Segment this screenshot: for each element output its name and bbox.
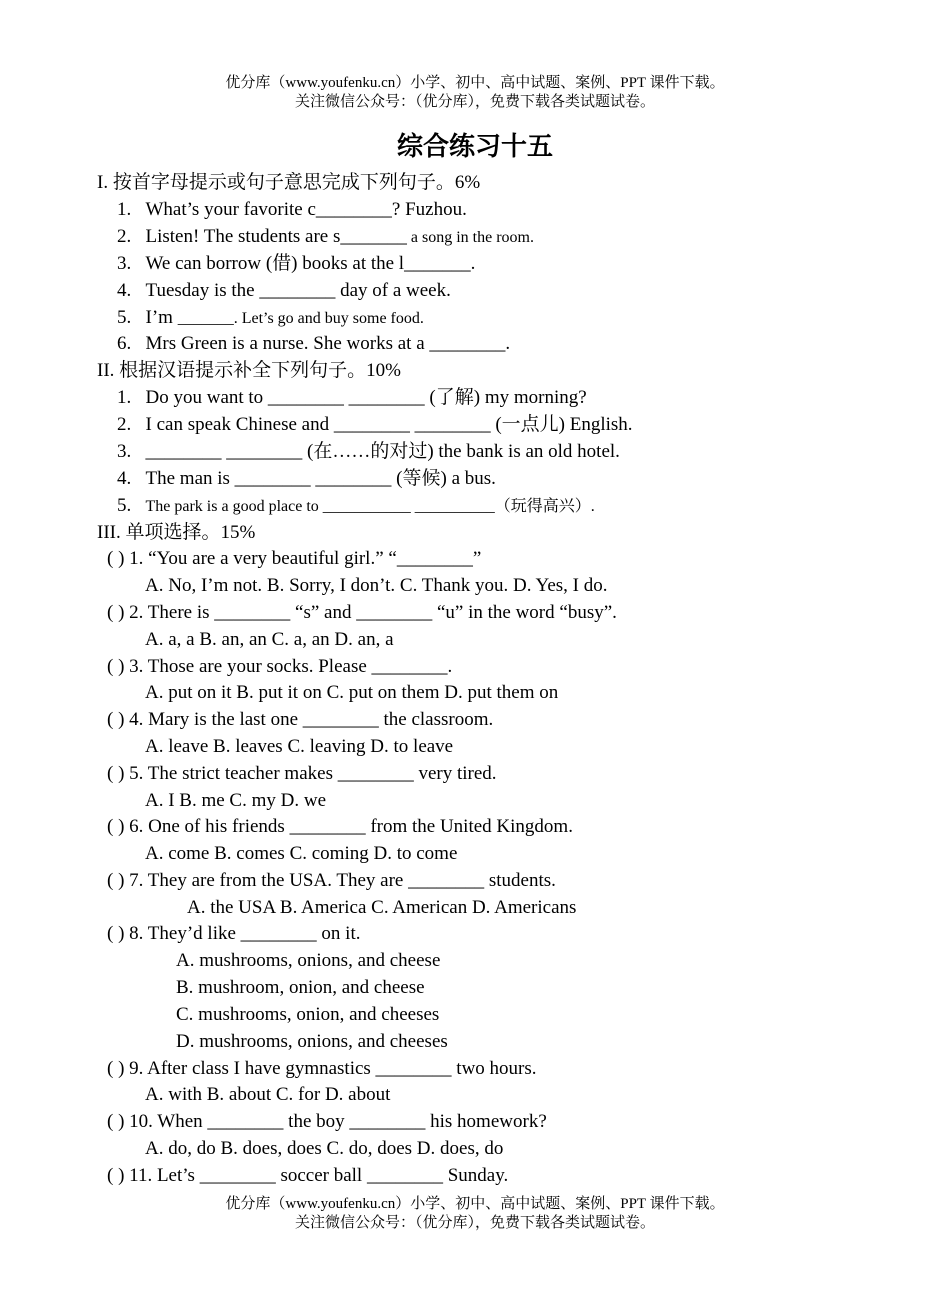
item-text: Tuesday is the ________ day of a week. — [145, 280, 451, 301]
s2-item-1 — [117, 386, 587, 410]
item-text: What’s your favorite c________? Fuzhou. — [145, 199, 467, 220]
s1-item-5 — [117, 306, 424, 331]
section-1-heading: I. 按首字母提示或句子意思完成下列句子。6% — [97, 172, 481, 193]
item-number: 1. — [117, 199, 132, 220]
q6-options: A. come B. comes C. coming D. to come — [145, 843, 458, 864]
item-number: 6. — [117, 333, 132, 354]
section-3-heading: III. 单项选择。15% — [97, 522, 256, 543]
item-small-text: a song in the room. — [406, 229, 534, 246]
s1-item-2 — [117, 225, 534, 250]
q5-options: A. I B. me C. my D. we — [145, 790, 327, 811]
q10-options: A. do, do B. does, does C. do, does D. does, do — [145, 1138, 504, 1159]
item-number: 3. — [117, 253, 132, 274]
q8-option-a: A. mushrooms, onions, and cheese — [176, 950, 441, 971]
item-small-text: The park is a good place to ___________ __________（玩得高兴）. — [145, 498, 595, 515]
item-number: 1. — [117, 387, 132, 408]
item-text: Mrs Green is a nurse. She works at a ________. — [145, 333, 511, 354]
header-line-1: 优分库（www.youfenku.cn）小学、初中、高中试题、案例、PPT 课件下载。 — [225, 75, 725, 91]
item-number: 5. — [117, 307, 132, 328]
q8-stem: ( ) 8. They’d like ________ on it. — [107, 923, 361, 944]
item-text: The man is ________ ________ (等候) a bus. — [145, 468, 496, 489]
q3-options: A. put on it B. put it on C. put on them D. put them on — [145, 682, 559, 703]
q2-options: A. a, a B. an, an C. a, an D. an, a — [145, 629, 394, 650]
q5-stem: ( ) 5. The strict teacher makes ________ very tired. — [107, 763, 497, 784]
s1-item-1 — [117, 198, 467, 222]
s1-item-6 — [117, 332, 510, 356]
q3-stem: ( ) 3. Those are your socks. Please ________. — [107, 656, 453, 677]
s2-item-3 — [117, 440, 620, 464]
q10-stem: ( ) 10. When ________ the boy ________ his homework? — [107, 1111, 547, 1132]
s2-item-2 — [117, 413, 633, 437]
section-2-heading: II. 根据汉语提示补全下列句子。10% — [97, 360, 401, 381]
s2-item-4 — [117, 467, 496, 491]
item-small-text: _______. Let’s go and buy some food. — [177, 310, 424, 327]
item-text: I’m — [145, 307, 178, 328]
q8-option-b: B. mushroom, onion, and cheese — [176, 977, 425, 998]
q6-stem: ( ) 6. One of his friends ________ from the United Kingdom. — [107, 816, 573, 837]
q8-option-c: C. mushrooms, onion, and cheeses — [176, 1004, 440, 1025]
item-number: 3. — [117, 441, 132, 462]
q7-options: A. the USA B. America C. American D. Americans — [187, 897, 577, 918]
q1-stem: ( ) 1. “You are a very beautiful girl.” “________” — [107, 548, 482, 569]
item-text: Do you want to ________ ________ (了解) my morning? — [145, 387, 587, 408]
item-number: 2. — [117, 226, 132, 247]
q4-stem: ( ) 4. Mary is the last one ________ the classroom. — [107, 709, 494, 730]
item-text: Listen! The students are s_______ — [145, 226, 407, 247]
q9-options: A. with B. about C. for D. about — [145, 1084, 391, 1105]
s1-item-3 — [117, 252, 475, 276]
item-text: I can speak Chinese and ________ ________ (一点儿) English. — [145, 414, 633, 435]
q1-options: A. No, I’m not. B. Sorry, I don’t. C. Thank you. D. Yes, I do. — [145, 575, 608, 596]
footer-line-1: 优分库（www.youfenku.cn）小学、初中、高中试题、案例、PPT 课件下载。 — [225, 1196, 725, 1212]
item-number: 4. — [117, 468, 132, 489]
q8-option-d: D. mushrooms, onions, and cheeses — [176, 1031, 448, 1052]
q4-options: A. leave B. leaves C. leaving D. to leave — [145, 736, 454, 757]
q2-stem: ( ) 2. There is ________ “s” and ________ “u” in the word “busy”. — [107, 602, 617, 623]
footer-line-2: 关注微信公众号：（优分库），免费下载各类试题试卷。 — [294, 1215, 655, 1231]
q9-stem: ( ) 9. After class I have gymnastics ________ two hours. — [107, 1058, 537, 1079]
page-title: 综合练习十五 — [396, 132, 553, 161]
q11-stem: ( ) 11. Let’s ________ soccer ball ________ Sunday. — [107, 1165, 509, 1186]
q7-stem: ( ) 7. They are from the USA. They are ________ students. — [107, 870, 556, 891]
item-number: 2. — [117, 414, 132, 435]
item-text: ________ ________ (在……的对过) the bank is an old hotel. — [145, 441, 620, 462]
header-line-2: 关注微信公众号：（优分库），免费下载各类试题试卷。 — [294, 94, 655, 110]
item-number: 5. — [117, 495, 132, 516]
s1-item-4 — [117, 279, 451, 303]
s2-item-5 — [117, 494, 595, 519]
item-number: 4. — [117, 280, 132, 301]
item-text: We can borrow (借) books at the l_______. — [145, 253, 476, 274]
